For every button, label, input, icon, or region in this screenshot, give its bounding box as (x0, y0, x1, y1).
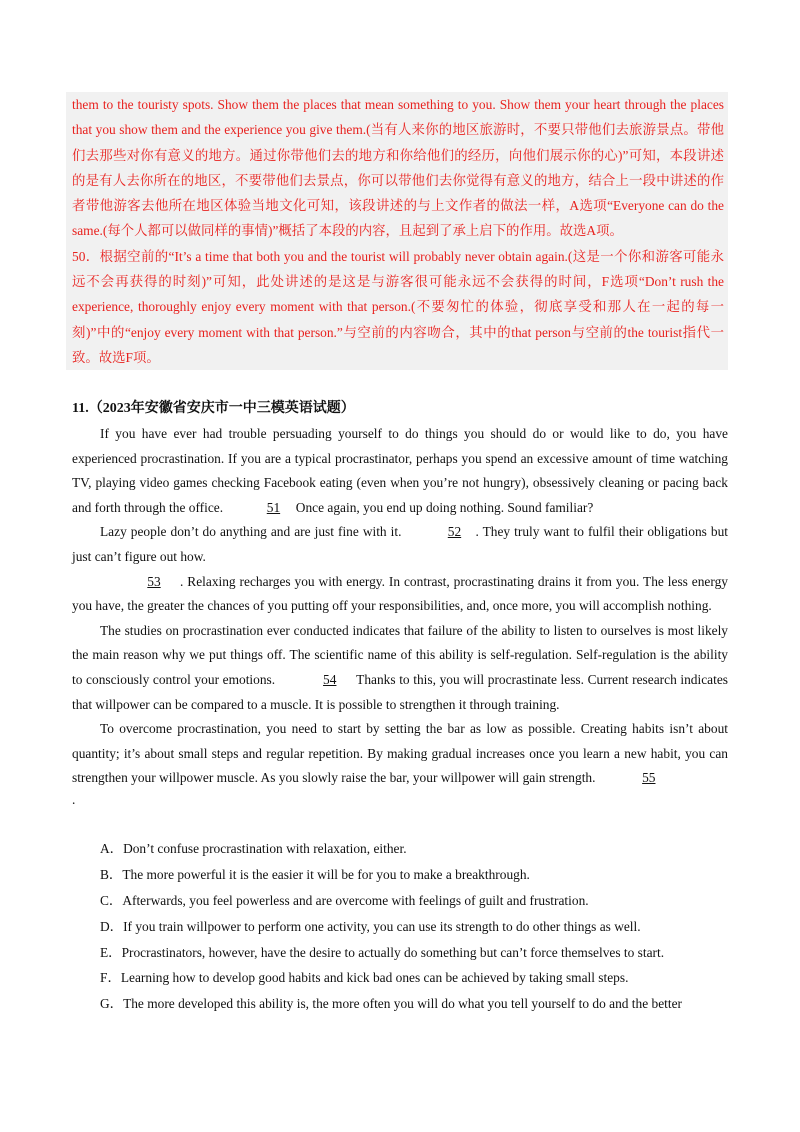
option-b[interactable]: B．The more powerful it is the easier it will be for you to make a breakthrough. (100, 866, 530, 882)
passage-paragraph-2: Lazy people don’t do anything and are just fine with it. 52 . They truly want to fulfil their obligations but just can’t figure out how. (72, 520, 728, 569)
blank-55[interactable]: 55 (642, 770, 656, 786)
answer-paragraph-50: 50．根据空前的“It’s a time that both you and the tourist will probably never obtain again.(这是一个你和游客可能永远不会再获得的时刻)”可知，此处讲述的是这是与游客很可能永远不会获得的时间，F选项“Don’t rush the experience, thoroughly enjoy every moment with that person.(不要匆忙的体验，彻底享受和那人在一起的每一刻)”中的“enjoy every moment with that person.”与空前的内容吻合，其中的that person与空前的the tourist指代一致。故选F项。 (72, 248, 724, 365)
blank-52[interactable]: 52 (447, 524, 462, 540)
blank-51[interactable]: 51 (266, 499, 281, 515)
blank-53[interactable]: 53 (147, 573, 161, 589)
passage-paragraph-4: The studies on procrastination ever conducted indicates that failure of the ability to listen to ourselves is most likely the main reason why we put things off. The scientific name of this ability is self-regulation. Self-regulation is the ability to consciously control your emotions. 54 Thanks to this, you will procrastinate less. Current research indicates that willpower can be compared to a muscle. It is possible to strengthen it through training. (72, 622, 728, 712)
passage-paragraph-1: If you have ever had trouble persuading yourself to do things you should do or would like to do, you have experienced procrastination. If you are a typical procrastinator, perhaps you spend an excessive amount of time watching TV, playing video games checking Facebook eating (even when you’re not hungry), obsessively cleaning or pacing back and forth through the office. 51 Once again, you end up doing nothing. Sound familiar? (72, 422, 728, 520)
passage-paragraph-3: 53 . Relaxing recharges you with energy. In contrast, procrastinating drains it from you. The less energy you have, the greater the chances of you putting off your responsibilities, and, once more, you will accomplish nothing. (72, 570, 728, 619)
option-e[interactable]: E．Procrastinators, however, have the desire to actually do something but can’t force themselves to start. (100, 944, 665, 960)
option-g[interactable]: G．The more developed this ability is, the more often you will do what you tell yourself to do and the better (100, 996, 682, 1012)
option-f[interactable]: F．Learning how to develop good habits and kick bad ones can be achieved by taking small steps. (100, 970, 629, 986)
answer-explanation-box (66, 92, 728, 370)
question-title: 11.（2023年安徽省安庆市一中三模英语试题） (72, 401, 355, 416)
answer-options (100, 836, 740, 1017)
option-c[interactable]: C．Afterwards, you feel powerless and are overcome with feelings of guilt and frustration. (100, 892, 589, 908)
passage-paragraph-5: To overcome procrastination, you need to start by setting the bar as low as possible. Creating habits isn’t about quantity; it’s about small steps and regular repetition. By making gradual increases once you learn a new habit, you can strengthen your willpower muscle. As you slowly raise the bar, your willpower will gain strength. 55 (72, 717, 728, 791)
option-d[interactable]: D．If you train willpower to perform one activity, you can use its strength to do other things as well. (100, 918, 641, 934)
answer-paragraph-49: them to the touristy spots. Show them the places that mean something to you. Show them your heart through the places that you show them and the experience you give them.(当有人来你的地区旅游时，不要只带他们去旅游景点。带他们去那些对你有意义的地方。通过你带他们去的地方和你给他们的经历，向他们展示你的心)”可知，本段讲述的是有人去你所在的地区，不要带他们去景点，你可以带他们去你觉得有意义的地方，结合上一段中讲述的作者带他游客去他所在地区体验当地文化可知，该段讲述的与上文作者的做法一样，A选项“Everyone can do the same.(每个人都可以做同样的事情)”概括了本段的内容，且起到了承上启下的作用。故选A项。 (72, 97, 724, 239)
reading-passage (72, 422, 728, 809)
passage-end-dot: . (72, 791, 76, 807)
option-a[interactable]: A．Don’t confuse procrastination with relaxation, either. (100, 841, 407, 856)
blank-54[interactable]: 54 (323, 671, 337, 687)
